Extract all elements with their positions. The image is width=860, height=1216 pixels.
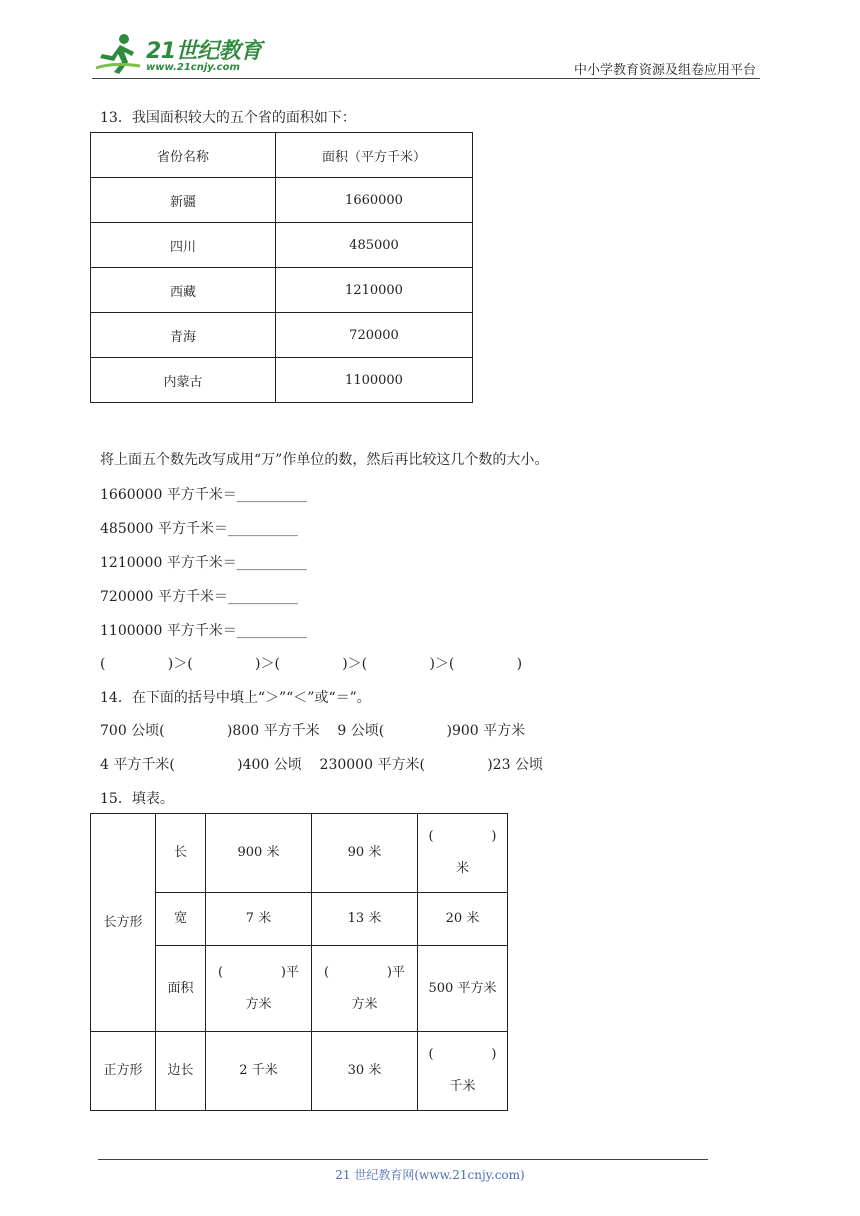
blank-cell (206, 946, 312, 1032)
value-cell: 13 米 (312, 893, 418, 946)
province-cell: 新疆 (91, 178, 276, 223)
value-cell: 500 平方米 (418, 946, 508, 1032)
table-row (91, 223, 473, 268)
row-label: 边长 (156, 1032, 206, 1111)
conversion-line: 1100000 平方千米＝__________ (100, 623, 307, 639)
row-label: 面积 (156, 946, 206, 1032)
blank-top: ( ) (428, 1047, 497, 1062)
conversion-line: 720000 平方千米＝__________ (100, 589, 298, 605)
conversion-line: 1660000 平方千米＝__________ (100, 487, 307, 503)
province-cell: 青海 (91, 313, 276, 358)
platform-name: 中小学教育资源及组卷应用平台 (573, 63, 756, 78)
area-cell: 485000 (276, 223, 473, 268)
q13-title: 13．我国面积较大的五个省的面积如下： (100, 110, 356, 126)
value-cell: 20 米 (418, 893, 508, 946)
area-cell: 1210000 (276, 268, 473, 313)
table-row (91, 268, 473, 313)
value-cell: 30 米 (312, 1032, 418, 1111)
table-row (91, 1032, 508, 1111)
fill-in-table (90, 813, 508, 1111)
header-divider (92, 78, 760, 79)
logo-text: 21世纪教育 (146, 39, 262, 64)
runner-logo-icon (94, 32, 142, 76)
conversion-line: 485000 平方千米＝__________ (100, 521, 298, 537)
blank-cell (418, 814, 508, 893)
table-header-row (91, 133, 473, 178)
province-cell: 内蒙古 (91, 358, 276, 403)
logo (94, 32, 264, 78)
column-header: 面积（平方千米） (276, 133, 473, 178)
q14-line: 4 平方千米( )400 公顷 230000 平方米( )23 公顷 (100, 757, 543, 773)
footer-divider (98, 1159, 708, 1160)
blank-cell (418, 1032, 508, 1111)
q14-title: 14．在下面的括号中填上“＞”“＜”或“＝”。 (100, 690, 371, 706)
blank-unit: 方米 (351, 996, 378, 1012)
logo-url: www.21cnjy.com (146, 62, 240, 73)
q13-instruction: 将上面五个数先改写成用“万”作单位的数，然后再比较这几个数的大小。 (100, 452, 549, 468)
blank-top: ( )平 (324, 964, 405, 980)
province-cell: 四川 (91, 223, 276, 268)
row-label: 长 (156, 814, 206, 893)
table-row (91, 358, 473, 403)
value-cell: 7 米 (206, 893, 312, 946)
table-row (91, 814, 508, 893)
area-cell: 1100000 (276, 358, 473, 403)
blank-unit: 千米 (449, 1079, 476, 1094)
area-cell: 1660000 (276, 178, 473, 223)
province-area-table (90, 132, 473, 403)
shape-label: 长方形 (91, 814, 156, 1032)
table-row (91, 313, 473, 358)
province-cell: 西藏 (91, 268, 276, 313)
footer-link[interactable]: 21 世纪教育网(www.21cnjy.com) (335, 1168, 525, 1182)
blank-top: ( )平 (218, 964, 299, 980)
shape-label: 正方形 (91, 1032, 156, 1111)
q14-line: 700 公顷( )800 平方千米 9 公顷( )900 平方米 (100, 723, 526, 739)
blank-cell (312, 946, 418, 1032)
area-cell: 720000 (276, 313, 473, 358)
blank-unit: 方米 (245, 996, 272, 1012)
row-label: 宽 (156, 893, 206, 946)
column-header: 省份名称 (91, 133, 276, 178)
conversion-line: 1210000 平方千米＝__________ (100, 555, 307, 571)
value-cell: 2 千米 (206, 1032, 312, 1111)
comparison-line: ( )＞( )＞( )＞( )＞( ) (100, 656, 523, 672)
value-cell: 900 米 (206, 814, 312, 893)
blank-top: ( ) (428, 829, 497, 844)
q15-title: 15．填表。 (100, 791, 174, 807)
value-cell: 90 米 (312, 814, 418, 893)
blank-unit: 米 (455, 861, 469, 876)
table-row (91, 178, 473, 223)
